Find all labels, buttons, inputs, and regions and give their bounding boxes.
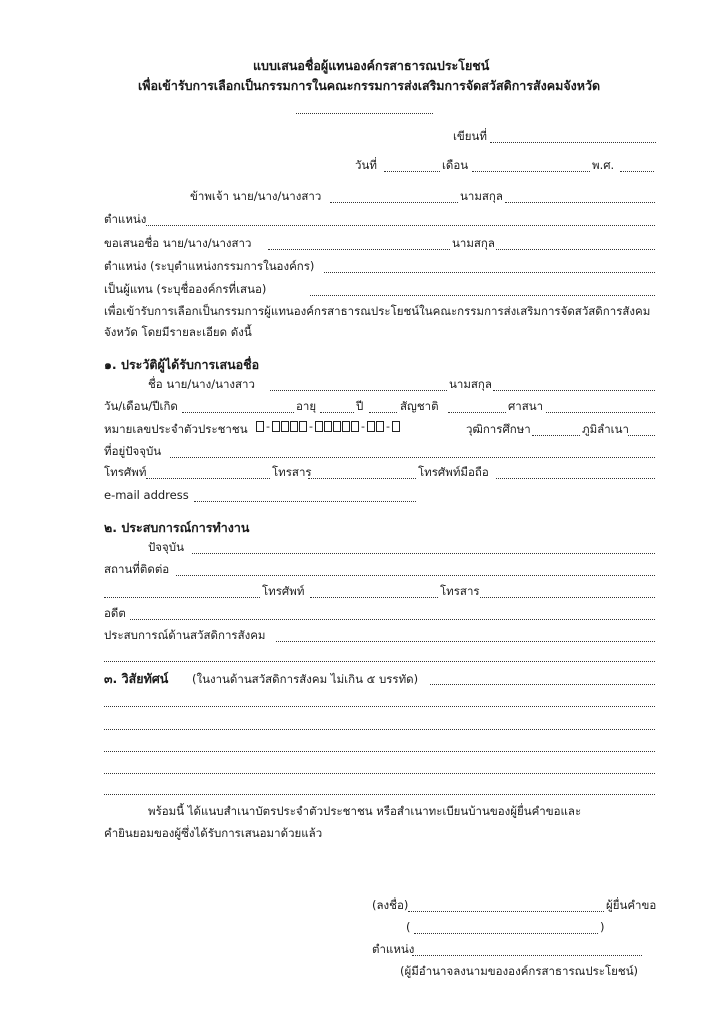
phone-field[interactable] xyxy=(146,478,270,479)
applicant-name-field[interactable] xyxy=(330,202,458,203)
past-label: อดีต xyxy=(104,606,126,620)
religion-field[interactable] xyxy=(546,412,655,413)
s1-surname-label: นามสกุล xyxy=(449,377,492,391)
address-field[interactable] xyxy=(170,457,655,458)
vision-field-2[interactable] xyxy=(104,706,655,707)
id-number-label: หมายเลขประจำตัวประชาชน xyxy=(104,422,248,436)
purpose-line1: เพื่อเข้ารับการเลือกเป็นกรรมการผู้แทนองค์กรสาธารณประโยชน์ในคณะกรรมการส่งเสริมการจัดสวัสดิการสังคม xyxy=(104,304,651,318)
date-field[interactable] xyxy=(384,171,440,172)
s1-name-field[interactable] xyxy=(270,390,447,391)
hometown-label: ภูมิลำเนา xyxy=(582,422,629,436)
vision-field-6[interactable] xyxy=(104,794,655,795)
contact-place-field[interactable] xyxy=(176,575,655,576)
vision-field-5[interactable] xyxy=(104,773,655,774)
applicant-name-label: ข้าพเจ้า นาย/นาง/นางสาว xyxy=(190,189,322,203)
year-field[interactable] xyxy=(620,171,654,172)
age-field[interactable] xyxy=(320,412,354,413)
paren-open: ( xyxy=(406,920,411,934)
section3-heading: ๓. วิสัยทัศน์ xyxy=(104,671,169,686)
year-label: พ.ศ. xyxy=(592,158,615,172)
nominee-surname-field[interactable] xyxy=(496,249,655,250)
nationality-label: สัญชาติ xyxy=(400,399,439,413)
sign-label: (ลงชื่อ) xyxy=(372,898,409,912)
email-label: e-mail address xyxy=(104,488,189,502)
month-label: เดือน xyxy=(442,158,469,172)
applicant-surname-field[interactable] xyxy=(505,202,655,203)
contact-place-field-2[interactable] xyxy=(104,597,260,598)
vision-field-3[interactable] xyxy=(104,729,655,730)
written-at-field[interactable] xyxy=(490,142,656,143)
contact-place-label: สถานที่ติดต่อ xyxy=(104,562,170,576)
email-field[interactable] xyxy=(194,501,416,502)
written-at-label: เขียนที่ xyxy=(453,129,487,143)
representative-field[interactable] xyxy=(310,295,655,296)
s2-fax-field[interactable] xyxy=(480,597,655,598)
s1-name-label: ชื่อ นาย/นาง/นางสาว xyxy=(148,377,255,391)
purpose-line2: จังหวัด โดยมีรายละเอียด ดังนี้ xyxy=(104,325,252,339)
welfare-exp-label: ประสบการณ์ด้านสวัสดิการสังคม xyxy=(104,628,266,642)
paren-close: ) xyxy=(600,920,605,934)
section3-note: (ในงานด้านสวัสดิการสังคม ไม่เกิน ๕ บรรทัด) xyxy=(192,672,419,686)
fax-label: โทรสาร xyxy=(272,465,312,479)
years-label: ปี xyxy=(356,399,364,413)
closing-line1: พร้อมนี้ ได้แนบสำเนาบัตรประจำตัวประชาชน หรือสำเนาทะเบียนบ้านของผู้ยื่นคำขอและ xyxy=(148,804,582,818)
form-title: แบบเสนอชื่อผู้แทนองค์กรสาธารณประโยชน์ xyxy=(253,58,490,73)
applicant-position-label: ตำแหน่ง xyxy=(104,212,147,226)
signer-position-field[interactable] xyxy=(412,955,642,956)
dob-label: วัน/เดือน/ปีเกิด xyxy=(104,399,178,413)
religion-label: ศาสนา xyxy=(508,399,544,413)
s1-surname-field[interactable] xyxy=(493,390,655,391)
mobile-label: โทรศัพท์มือถือ xyxy=(418,465,489,479)
s2-phone-label: โทรศัพท์ xyxy=(262,584,305,598)
address-label: ที่อยู่ปัจจุบัน xyxy=(104,444,162,458)
education-field[interactable] xyxy=(532,435,580,436)
printed-name-field[interactable] xyxy=(414,933,598,934)
signer-position-label: ตำแหน่ง xyxy=(372,942,415,956)
closing-line2: คำยินยอมของผู้ซึ่งได้รับการเสนอมาด้วยแล้ว xyxy=(104,826,323,840)
education-label: วุฒิการศึกษา xyxy=(466,422,531,436)
applicant-label: ผู้ยื่นคำขอ xyxy=(606,898,657,912)
past-field[interactable] xyxy=(130,619,655,620)
phone-label: โทรศัพท์ xyxy=(104,465,147,479)
section2-heading: ๒. ประสบการณ์การทำงาน xyxy=(104,520,250,535)
applicant-surname-label: นามสกุล xyxy=(460,189,503,203)
welfare-exp-field[interactable] xyxy=(276,641,655,642)
nominee-surname-label: นามสกุล xyxy=(452,236,495,250)
hometown-field[interactable] xyxy=(628,435,655,436)
org-position-label: ตำแหน่ง (ระบุตำแหน่งกรรมการในองค์กร) xyxy=(104,259,315,273)
mobile-field[interactable] xyxy=(496,478,655,479)
authority-note: (ผู้มีอำนาจลงนามขององค์กรสาธารณประโยชน์) xyxy=(400,964,639,978)
years-field[interactable] xyxy=(369,412,397,413)
representative-label: เป็นผู้แทน (ระบุชื่อองค์กรที่เสนอ) xyxy=(104,282,267,296)
dob-field[interactable] xyxy=(182,412,294,413)
section1-heading: ๑. ประวัติผู้ได้รับการเสนอชื่อ xyxy=(104,357,260,372)
org-position-field[interactable] xyxy=(324,272,655,273)
vision-field-4[interactable] xyxy=(104,751,655,752)
month-field[interactable] xyxy=(472,171,590,172)
nominee-name-label: ขอเสนอชื่อ นาย/นาง/นางสาว xyxy=(104,236,252,250)
age-label: อายุ xyxy=(296,399,317,413)
current-label: ปัจจุบัน xyxy=(148,540,184,554)
s2-phone-field[interactable] xyxy=(310,597,438,598)
applicant-position-field[interactable] xyxy=(146,225,655,226)
form-subtitle: เพื่อเข้ารับการเลือกเป็นกรรมการในคณะกรรมการส่งเสริมการจัดสวัสดิการสังคมจังหวัด xyxy=(138,78,601,93)
nationality-field[interactable] xyxy=(448,412,506,413)
header-blank[interactable] xyxy=(296,113,433,114)
current-field[interactable] xyxy=(192,553,655,554)
id-number-boxes[interactable]: - - - - xyxy=(256,421,400,432)
date-label: วันที่ xyxy=(355,158,377,172)
nominee-name-field[interactable] xyxy=(268,249,450,250)
signature-field[interactable] xyxy=(408,911,604,912)
welfare-exp-field-2[interactable] xyxy=(104,661,655,662)
s2-fax-label: โทรสาร xyxy=(440,584,480,598)
vision-field-1[interactable] xyxy=(430,684,655,685)
fax-field[interactable] xyxy=(308,478,416,479)
